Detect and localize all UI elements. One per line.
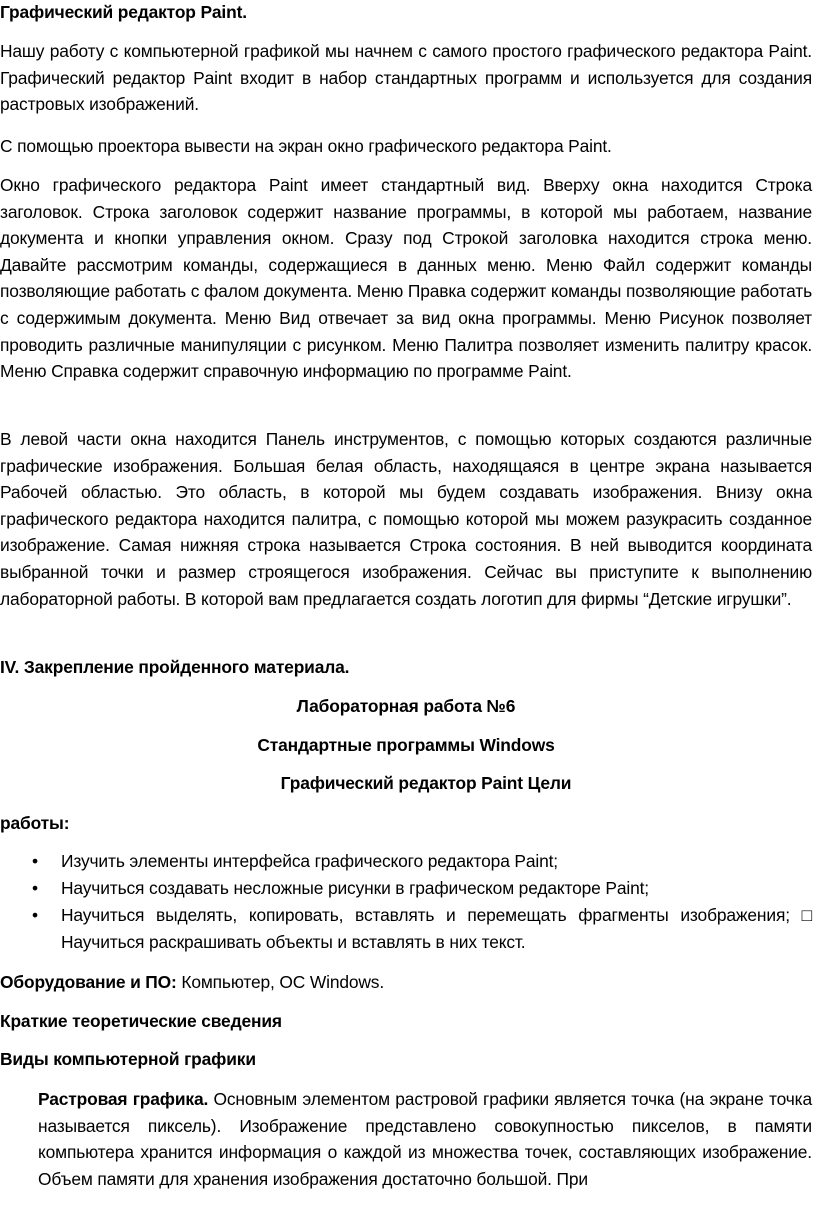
list-item <box>0 875 812 902</box>
list-item <box>0 902 812 956</box>
goal-text: Научиться выделять, копировать, вставлять и перемещать фрагменты изображения; □ Научиться раскрашивать объекты и вставлять в них текст. <box>61 905 812 952</box>
equipment-line <box>0 969 812 996</box>
goals-list <box>0 848 812 956</box>
graphics-types-heading: Виды компьютерной графики <box>0 1049 256 1069</box>
goal-text: Научиться создавать несложные рисунки в графическом редакторе Paint; <box>61 878 649 898</box>
list-item <box>0 848 812 875</box>
paragraph-intro: Нашу работу с компьютерной графикой мы начнем с самого простого графического редактора Paint. Графический редактор Paint входит в набор стандартных программ и используется для создания растровых изображений. <box>0 41 812 115</box>
paragraph-projector: С помощью проектора вывести на экран окно графического редактора Paint. <box>0 136 612 156</box>
goals-label: работы: <box>0 813 70 833</box>
theory-heading: Краткие теоретические сведения <box>0 1011 282 1031</box>
section-heading: IV. Закрепление пройденного материала. <box>0 657 350 677</box>
paragraph-toolbar-description: В левой части окна находится Панель инструментов, с помощью которых создаются различные графические изображения. Большая белая область, находящаяся в центре экрана называется Рабочей областью. Это область, в которой мы будем создавать изображения. Внизу окна графического редактора находится палитра, с помощью которой мы можем разукрасить созданное изображение. Самая нижняя строка называется Строка состояния. В ней выводится координата выбранной точки и размер строящегося изображения. Сейчас вы приступите к выполнению лабораторной работы. В которой вам предлагается создать логотип для фирмы “Детские игрушки”. <box>0 429 812 609</box>
goal-text: Изучить элементы интерфейса графического редактора Paint; <box>61 851 558 871</box>
bullet-marker: • <box>32 878 38 898</box>
lab-subtitle: Стандартные программы Windows <box>257 735 555 755</box>
page-heading: Графический редактор Paint. <box>0 2 247 22</box>
bullet-marker: • <box>32 851 38 871</box>
lab-topic: Графический редактор Paint Цели <box>280 773 572 793</box>
equipment-value: Компьютер, ОС Windows. <box>176 972 385 992</box>
raster-text: Основным элементом растровой графики является точка (на экране точка называется пиксель). Изображение представлено совокупностью пикселов, в памяти компьютера хранится информация о каждой из множества точек, составляющих изображение. Объем памяти для хранения изображения достаточно большой. При <box>38 1089 812 1189</box>
lab-title: Лабораторная работа №6 <box>296 696 516 716</box>
raster-label: Растровая графика. <box>38 1089 209 1109</box>
paragraph-raster <box>38 1086 812 1192</box>
equipment-label: Оборудование и ПО: <box>0 972 177 992</box>
bullet-marker: • <box>32 905 38 925</box>
paragraph-window-description: Окно графического редактора Paint имеет стандартный вид. Вверху окна находится Строка заголовок. Строка заголовок содержит название программы, в которой мы работаем, название документа и кнопки управления окном. Сразу под Строкой заголовка находится строка меню. Давайте рассмотрим команды, содержащиеся в данных меню. Меню Файл содержит команды позволяющие работать с фалом документа. Меню Правка содержит команды позволяющие работать с содержимым документа. Меню Вид отвечает за вид окна программы. Меню Рисунок позволяет проводить различные манипуляции с рисунком. Меню Палитра позволяет изменить палитру красок. Меню Справка содержит справочную информацию по программе Paint. <box>0 175 812 382</box>
